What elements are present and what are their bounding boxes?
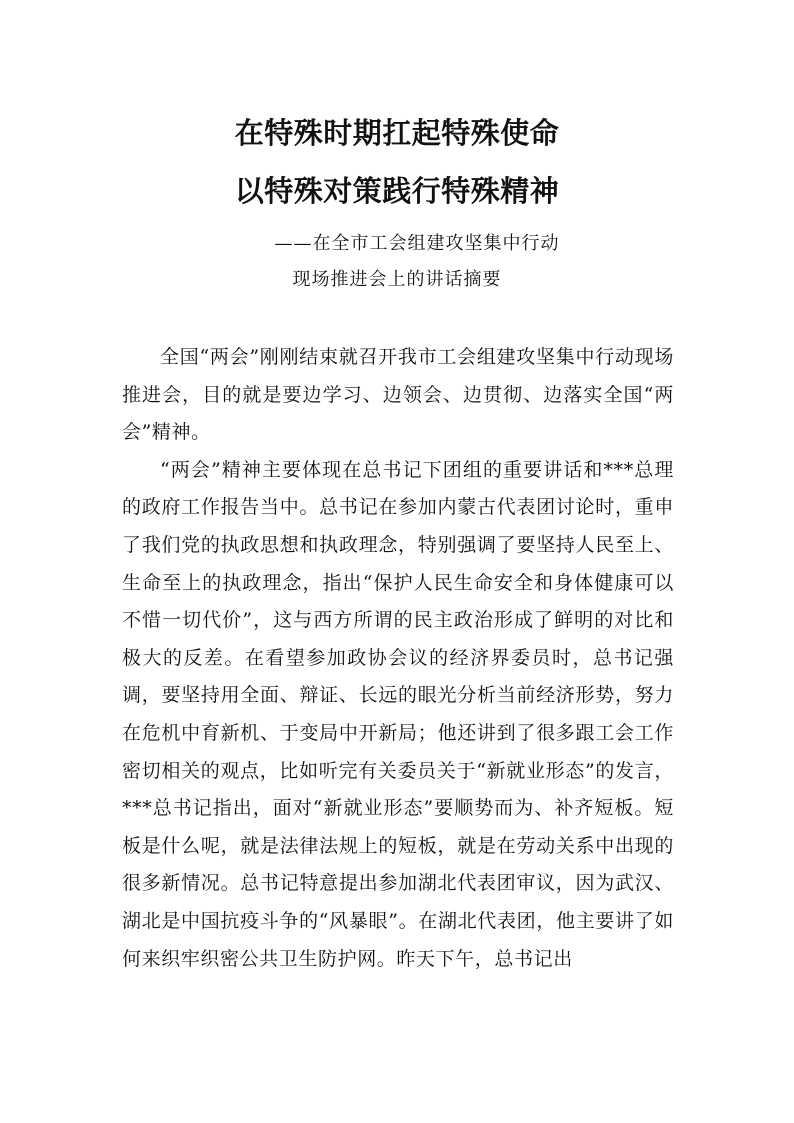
title-line-2: 以特殊对策践行特殊精神 <box>234 174 560 208</box>
title-line-1: 在特殊时期扛起特殊使命 <box>234 116 560 150</box>
subtitle-block <box>0 226 794 298</box>
body-text <box>122 339 674 978</box>
subtitle-line-2: 现场推进会上的讲话摘要 <box>292 269 502 290</box>
paragraph-1: 全国“两会”刚刚结束就召开我市工会组建攻坚集中行动现场推进会，目的就是要边学习、边领会、边贯彻、边落实全国“两会”精神。 <box>122 346 674 444</box>
title-block <box>0 104 794 220</box>
subtitle-line-1: ——在全市工会组建攻坚集中行动 <box>274 233 560 254</box>
paragraph-2: “两会”精神主要体现在总书记下团组的重要讲话和***总理的政府工作报告当中。总书记在参加内蒙古代表团讨论时，重申了我们党的执政思想和执政理念，特别强调了要坚持人民至上、生命至上的执政理念，指出“保护人民生命安全和身体健康可以不惜一切代价”，这与西方所谓的民主政治形成了鲜明的对比和极大的反差。在看望参加政协会议的经济界委员时，总书记强调，要坚持用全面、辩证、长远的眼光分析当前经济形势，努力在危机中育新机、于变局中开新局；他还讲到了很多跟工会工作密切相关的观点，比如听完有关委员关于“新就业形态”的发言，***总书记指出，面对“新就业形态”要顺势而为、补齐短板。短板是什么呢，就是法律法规上的短板，就是在劳动关系中出现的很多新情况。总书记特意提出参加湖北代表团审议，因为武汉、湖北是中国抗疫斗争的“风暴眼”。在湖北代表团，他主要讲了如何来织牢织密公共卫生防护网。昨天下午，总书记出 <box>122 458 674 970</box>
